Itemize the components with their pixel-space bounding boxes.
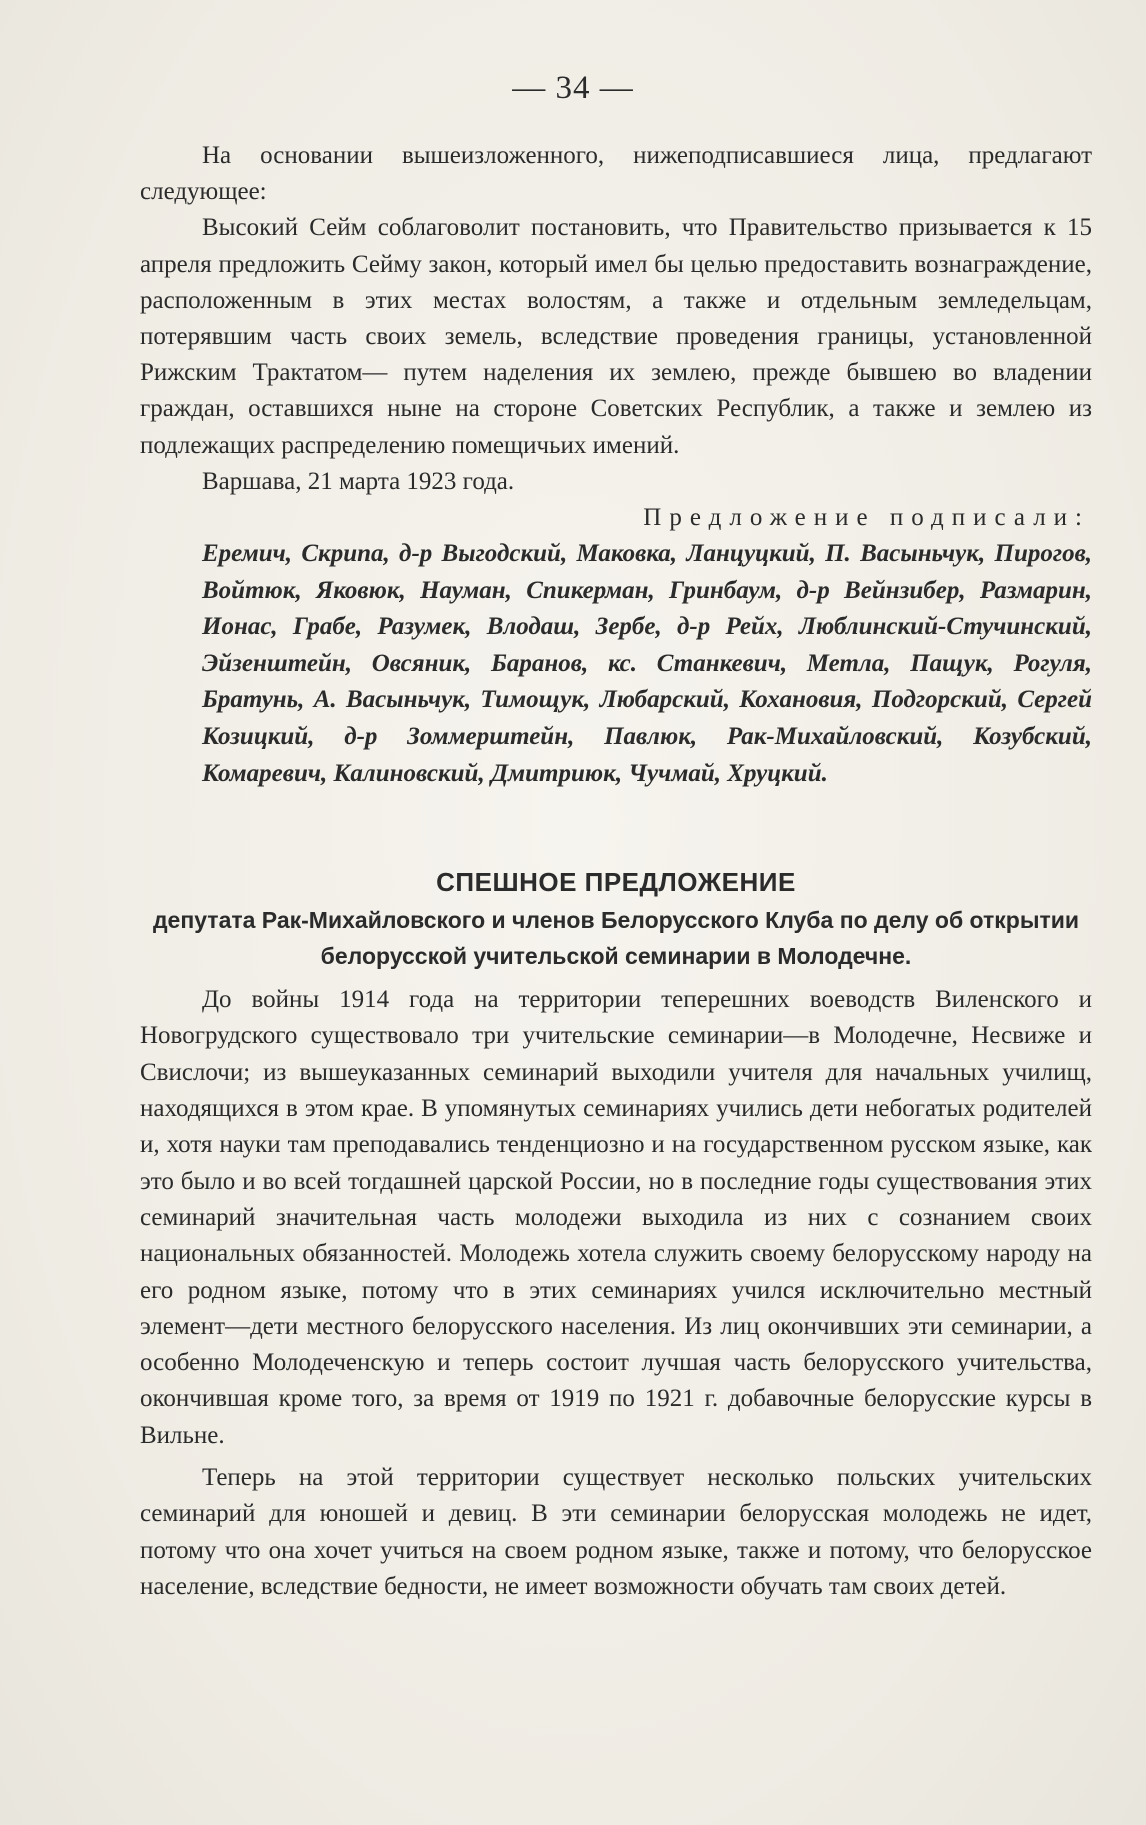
- section-title: СПЕШНОЕ ПРЕДЛОЖЕНИЕ: [436, 867, 796, 898]
- proposal-section: [140, 138, 1092, 792]
- signatories-list: Еремич, Скрипа, д-р Выгодский, Маковка, Ланцуцкий, П. Васыньчук, Пирогов, Войтюк, Яковюк, Науман, Спикерман, Гринбаум, д-р Вейнзибер, Размарин, Ионас, Грабе, Разумек, Влодаш, Зербе, д-р Рейх, Люблинский-Стучинский, Эйзенштейн, Овсяник, Баранов, кс. Станкевич, Метла, Пащук, Рогуля, Братунь, А. Васыньчук, Тимощук, Любарский, Кохановия, Подгорский, Сергей Козицкий, д-р Зоммерштейн, Павлюк, Рак-Михайловский, Козубский, Комаревич, Калиновский, Дмитриюк, Чучмай, Хруцкий.: [202, 540, 1092, 787]
- section-subtitle: депутата Рак-Михайловского и членов Белорусского Клуба по делу об открытии белорусской учительской семинарии в Молодечне.: [152, 907, 1080, 970]
- body-paragraph: Теперь на этой территории существует несколько польских учительских семинарий для юношей и девиц. В эти семинарии белорусская молодежь не идет, потому что она хочет учиться на своем родном языке, также и потому, что белорусское население, вследствие бедности, не имеет возможности обучать там своих детей.: [140, 1464, 1092, 1600]
- page-content: [140, 138, 1092, 1605]
- proposal-body-paragraph: Высокий Сейм соблаговолит постановить, что Правительство призывается к 15 апреля предложить Сейму закон, который имел бы целью предоставить вознаграждение, расположенным в этих местах волостям, а также и отдельным земледельцам, потерявшим часть своих земель, вследствие проведения границы, установленной Рижским Трактатом— путем наделения их землею, прежде бывшею во владении граждан, оставшихся ныне на стороне Советских Республик, а также и землею из подлежащих распределению помещичьих имений.: [140, 214, 1092, 459]
- proposal-dateline: Варшава, 21 марта 1923 года.: [202, 467, 515, 495]
- proposal-intro-paragraph: На основании вышеизложенного, нижеподписавшиеся лица, предлагают следующее:: [140, 142, 1092, 206]
- urgent-proposal-section: [140, 864, 1092, 1605]
- page-number: — 34 —: [512, 70, 634, 106]
- body-paragraph: До войны 1914 года на территории теперешних воеводств Виленского и Новогрудского существовало три учительские семинарии—в Молодечне, Несвиже и Свислочи; из вышеуказанных семинарий выходили учителя для начальных училищ, находящихся в этом крае. В упомянутых семинариях учились дети небогатых родителей и, хотя науки там преподавались тенденциозно и на государственном русском языке, как это было и во всей тогдашней царской России, но в последние годы существования этих семинарий значительная часть молодежи выходила из них с сознанием своих национальных обязанностей. Молодежь хотела служить своему белорусскому народу на его родном языке, потому что в этих семинариях учился исключительно местный элемент—дети местного белорусского населения. Из лиц окончивших эти семинарии, а особенно Молодеченскую и теперь состоит лучшая часть белорусского учительства, окончившая кроме того, за время от 1919 по 1921 г. добавочные белорусские курсы в Вильне.: [140, 986, 1092, 1449]
- signatories-header: Предложение подписали:: [643, 504, 1090, 532]
